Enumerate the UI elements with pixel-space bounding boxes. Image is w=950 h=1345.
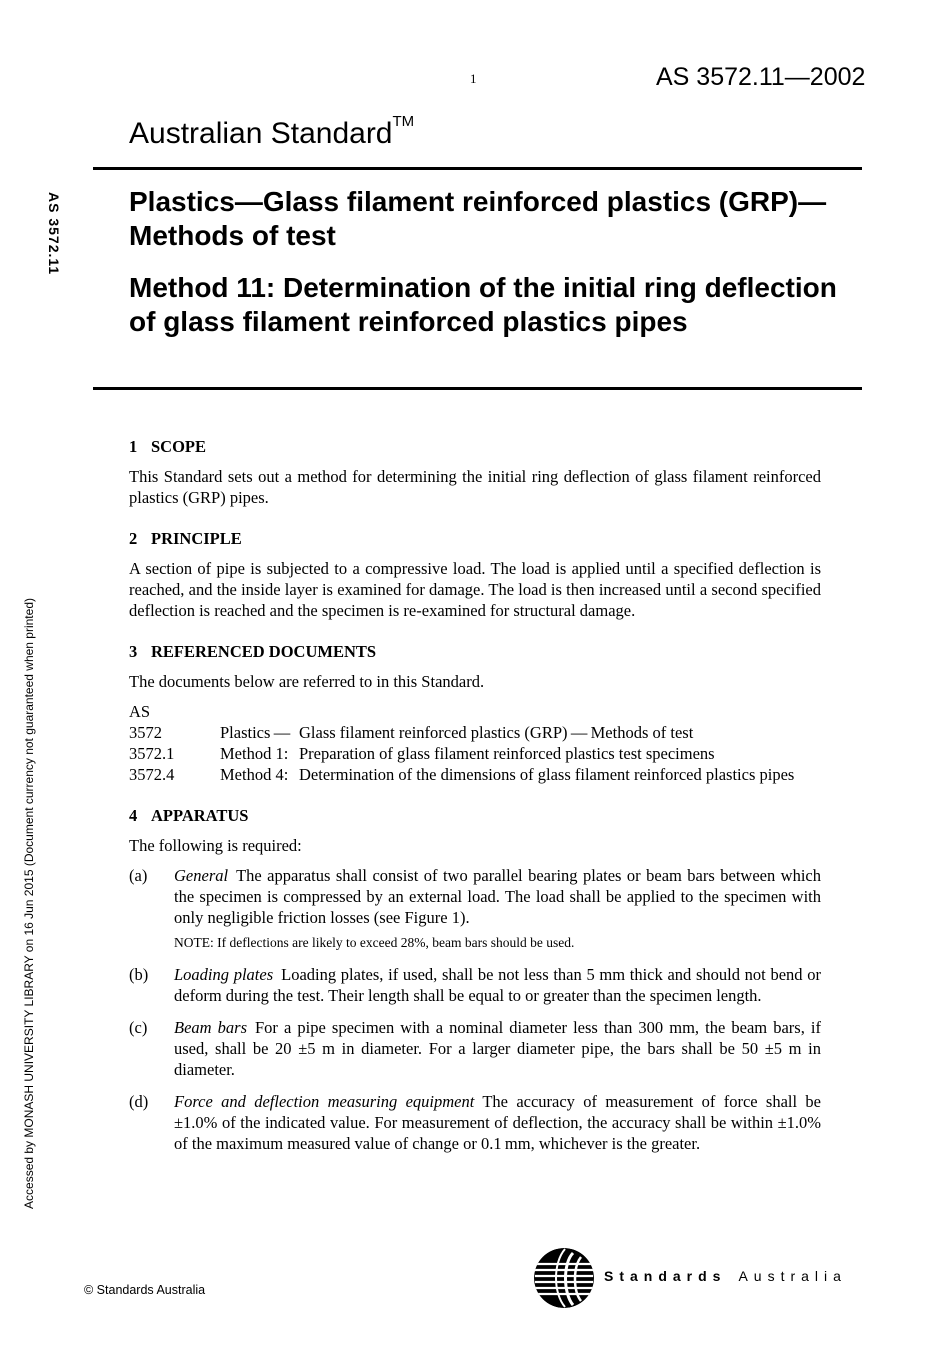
document-title: Plastics—Glass filament reinforced plastics (GRP)—Methods of test	[129, 186, 827, 251]
section-heading-scope	[129, 436, 821, 457]
item-term: Loading plates	[174, 965, 274, 984]
reference-code: 3572.1	[129, 744, 175, 763]
side-standard-code: AS 3572.11	[46, 192, 62, 276]
reference-row	[129, 764, 821, 785]
item-body	[174, 1017, 821, 1080]
section-number: 1	[129, 437, 138, 456]
reference-row	[129, 743, 821, 764]
principle-text: A section of pipe is subjected to a compressive load. The load is applied until a specified deflection is reached, and the inside layer is examined for damage. The load is then increased until a second specified deflection is reached and the specimen is re-examined for structural damage.	[129, 559, 821, 620]
trademark-mark: TM	[392, 113, 415, 130]
reference-label: Method 1:	[220, 744, 289, 763]
item-term: Beam bars	[174, 1018, 247, 1037]
item-body	[174, 964, 821, 1006]
section-title: SCOPE	[151, 437, 207, 456]
reference-list	[129, 701, 821, 785]
reference-name: Preparation of glass filament reinforced plastics test specimens	[299, 744, 715, 763]
item-term: Force and deflection measuring equipment	[174, 1092, 475, 1111]
item-note: NOTE: If deflections are likely to exceed 28%, beam bars should be used.	[174, 935, 575, 950]
page-number: 1	[470, 71, 477, 86]
section-number: 3	[129, 642, 138, 661]
scope-text: This Standard sets out a method for determining the initial ring deflection of glass filament reinforced plastics (GRP) pipes.	[129, 467, 821, 507]
item-text: For a pipe specimen with a nominal diameter less than 300 mm, the beam bars, if used, shall be 20 ±5 m in diameter. For a larger diameter pipe, the bars shall be 50 ±5 m in diameter.	[174, 1018, 821, 1079]
reference-name: Glass filament reinforced plastics (GRP) — Methods of test	[299, 723, 694, 742]
standards-australia-globe-icon	[533, 1247, 595, 1309]
apparatus-item	[129, 865, 821, 953]
method-title: Method 11: Determination of the initial ring deflection of glass filament reinforced plastics pipes	[129, 272, 837, 337]
item-body	[174, 1091, 821, 1154]
reference-label: Plastics —	[220, 723, 291, 742]
section-heading-references	[129, 641, 821, 662]
apparatus-item	[129, 964, 821, 1006]
section-heading-apparatus	[129, 805, 821, 826]
reference-name: Determination of the dimensions of glass filament reinforced plastics pipes	[299, 765, 795, 784]
brand-text: Australian Standard	[129, 117, 393, 150]
apparatus-intro: The following is required:	[129, 836, 302, 855]
item-text: Loading plates, if used, shall be not less than 5 mm thick and should not bend or deform during the test. Their length shall be equal to or greater than the specimen length.	[174, 965, 821, 1005]
reference-title	[220, 743, 821, 764]
section-heading-principle	[129, 528, 821, 549]
apparatus-item	[129, 1091, 821, 1154]
item-term: General	[174, 866, 229, 885]
section-number: 2	[129, 529, 138, 548]
reference-code: 3572	[129, 723, 162, 742]
standard-code: AS 3572.11—2002	[656, 63, 866, 91]
wordmark-australia: Australia	[738, 1268, 847, 1284]
standards-australia-wordmark	[604, 1268, 847, 1284]
item-text: The apparatus shall consist of two parallel bearing plates or beam bars between which the specimen is compressed by an external load. The load shall be applied to the specimen with only negligible friction losses (see Figure 1).	[174, 866, 821, 927]
apparatus-item	[129, 1017, 821, 1080]
reference-title	[220, 764, 821, 785]
item-body	[174, 865, 821, 953]
copyright: © Standards Australia	[84, 1283, 206, 1297]
item-marker: (d)	[129, 1092, 149, 1111]
references-intro: The documents below are referred to in this Standard.	[129, 672, 485, 691]
access-notice: Accessed by MONASH UNIVERSITY LIBRARY on 16 Jun 2015 (Document currency not guaranteed when printed)	[22, 598, 36, 1209]
reference-code: 3572.4	[129, 765, 175, 784]
reference-row	[129, 722, 821, 743]
reference-title	[220, 722, 821, 743]
item-text: The accuracy of measurement of force shall be ±1.0% of the indicated value. For measurement of deflection, the accuracy shall be within ±1.0% of the maximum measured value of change or 0.1 mm, whichever is the greater.	[174, 1092, 821, 1153]
bottom-rule	[93, 387, 862, 390]
section-title: APPARATUS	[151, 806, 249, 825]
top-rule	[93, 167, 862, 170]
item-marker: (a)	[129, 866, 148, 885]
reference-label: Method 4:	[220, 765, 289, 784]
section-title: PRINCIPLE	[151, 529, 242, 548]
document-body	[129, 436, 821, 1165]
reference-group: AS	[129, 702, 151, 721]
section-number: 4	[129, 806, 138, 825]
item-marker: (b)	[129, 965, 149, 984]
wordmark-standards: Standards	[604, 1268, 727, 1284]
section-title: REFERENCED DOCUMENTS	[151, 642, 377, 661]
item-marker: (c)	[129, 1018, 148, 1037]
brand-title	[129, 113, 415, 151]
